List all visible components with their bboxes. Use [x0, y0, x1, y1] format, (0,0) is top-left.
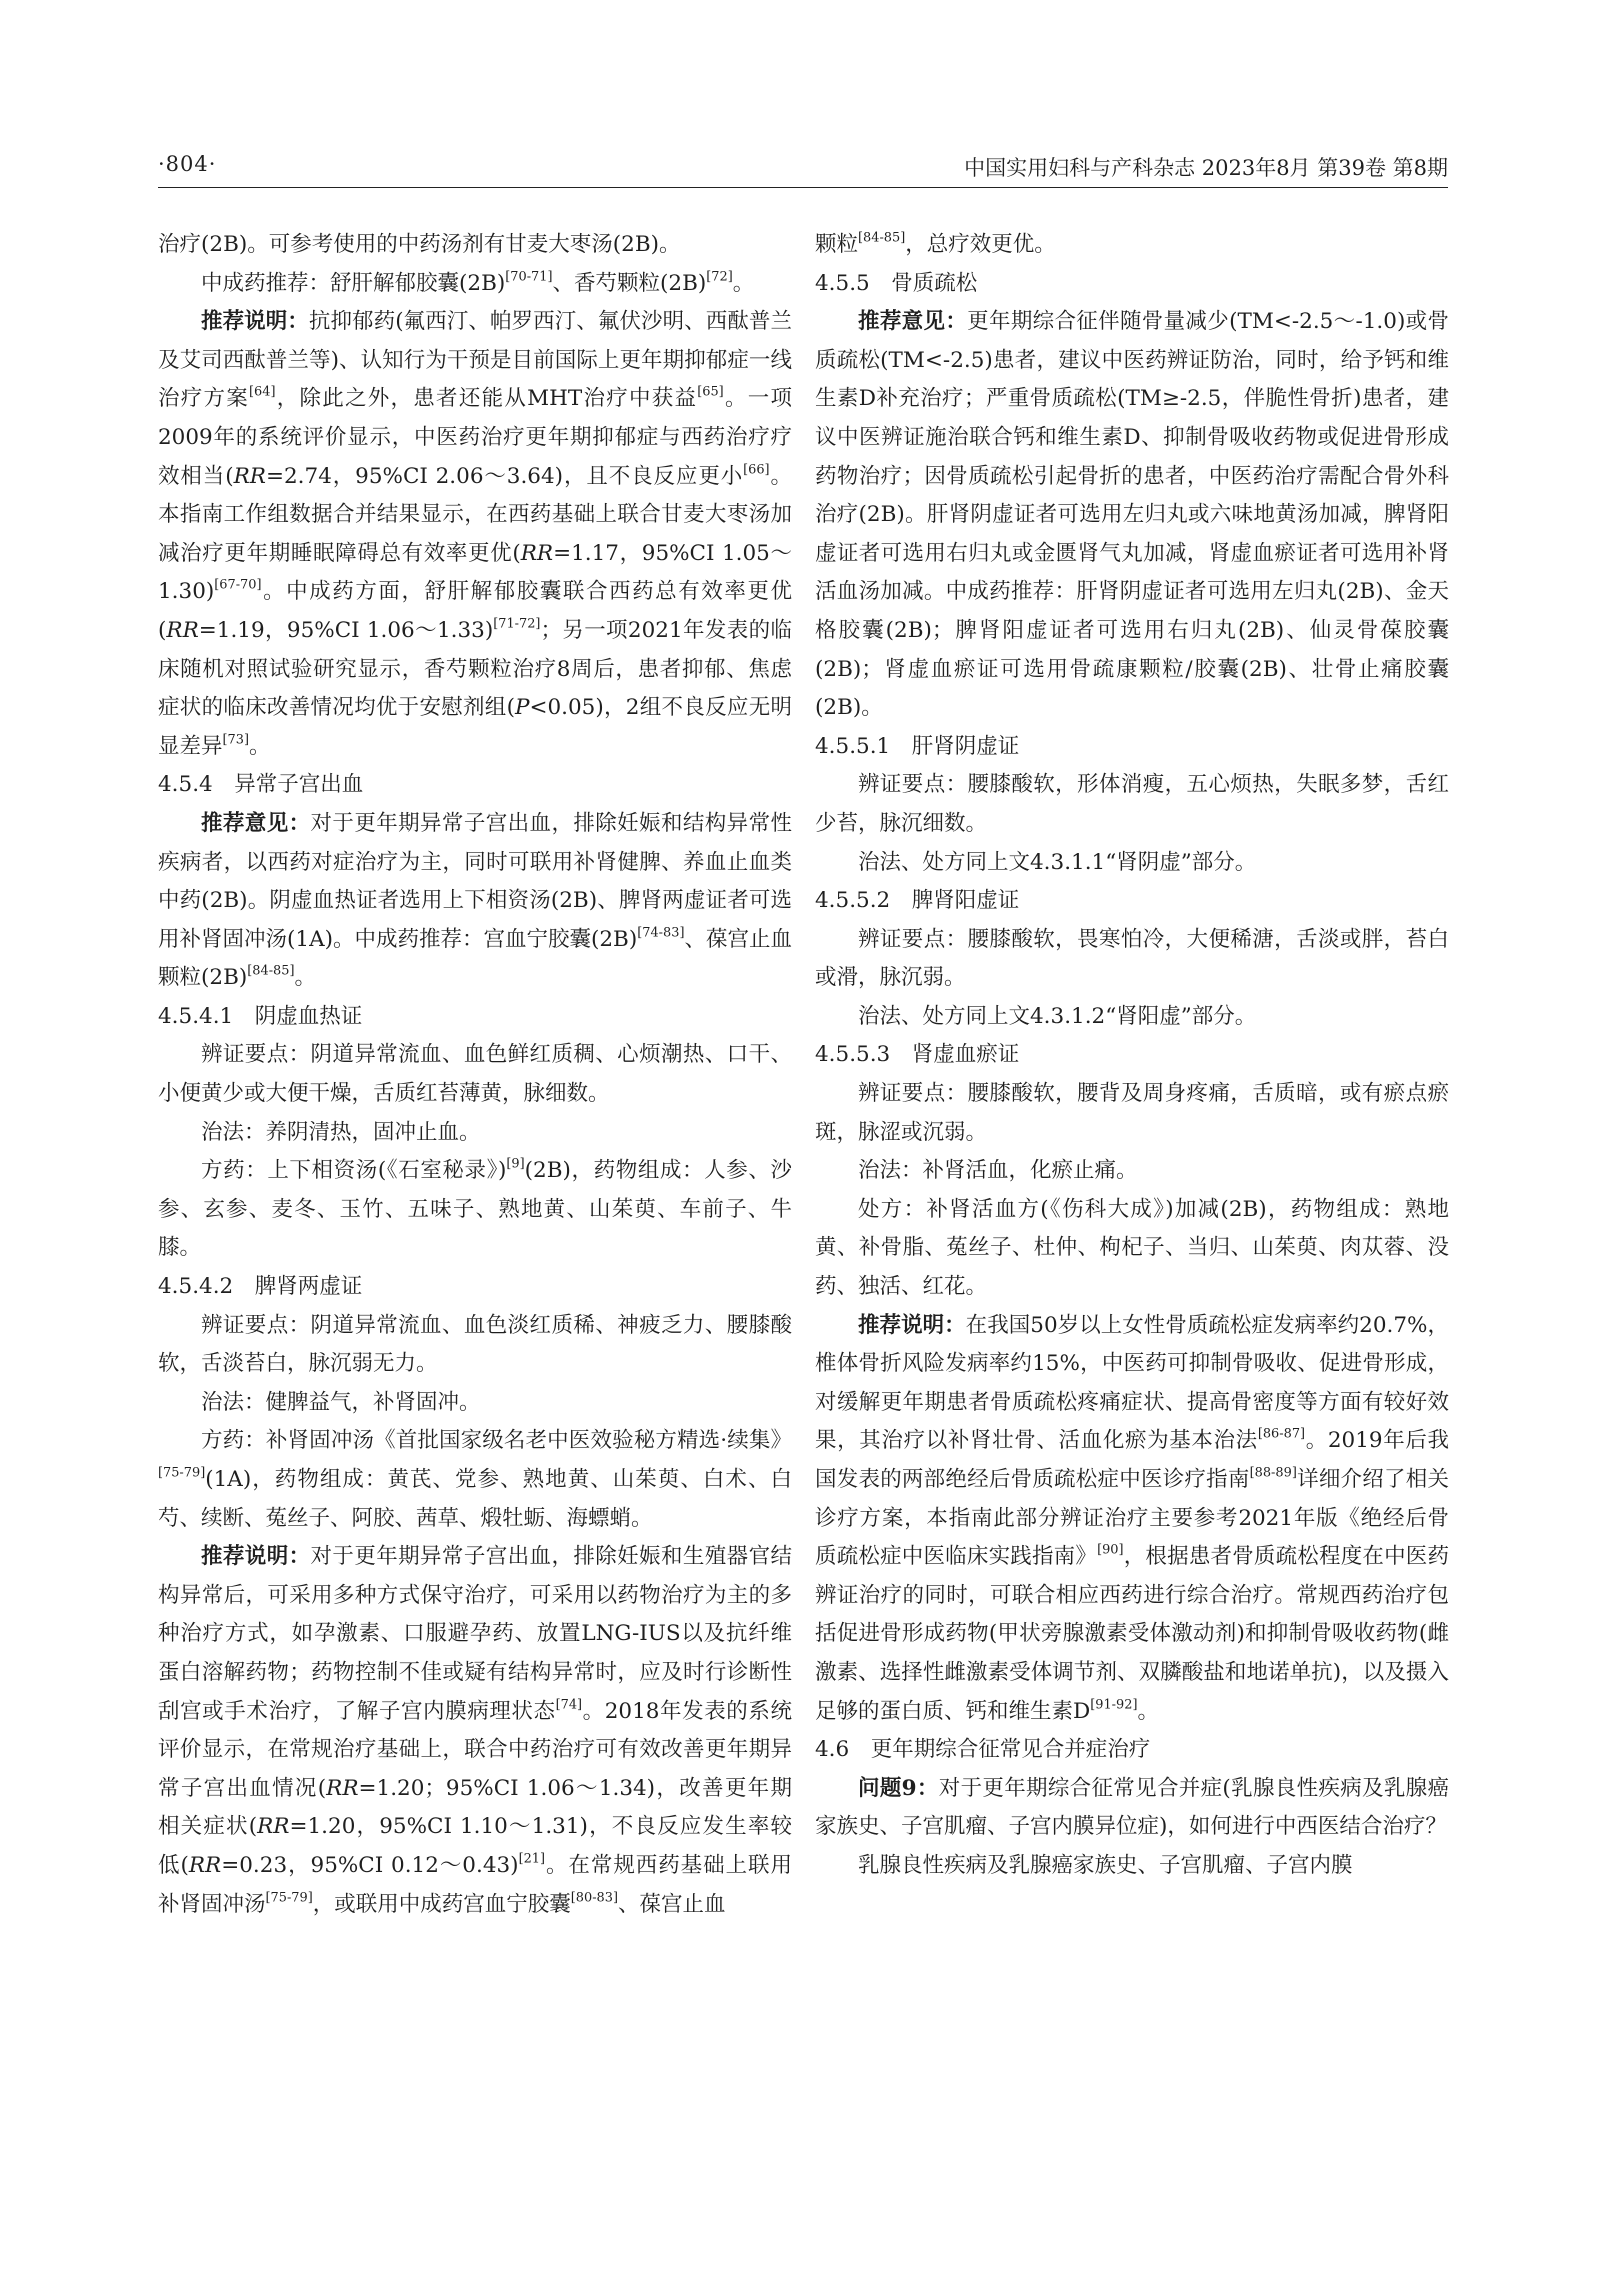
right-column — [815, 226, 1449, 1886]
citation: [74-83] — [637, 925, 685, 941]
journal-header: 中国实用妇科与产科杂志 2023年8月 第39卷 第8期 — [964, 156, 1448, 180]
subsection-heading: 4.5.4.1 阴虚血热证 — [158, 1003, 363, 1029]
citation: [84-85] — [247, 964, 295, 979]
header-rule — [158, 187, 1448, 188]
citation: [66] — [743, 462, 770, 478]
citation: [91-92] — [1090, 1697, 1138, 1713]
paragraph: 推荐说明：对于更年期异常子宫出血，排除妊娠和生殖器官结构异常后，可采用多种方式保守治疗，可采用以药物治疗为主的多种治疗方式，如孕激素、口服避孕药、放置LNG-IUS以及抗纤维蛋白溶解药物；药物控制不佳或疑有结构异常时，应及时行诊断性刮宫或手术治疗，了解子宫内膜病理状态[74]。2018年发表的系统评价显示，在常规治疗基础上，联合中药治疗可有效改善更年期异常子宫出血情况(RR=1.20；95%CI 1.06～1.34)，改善更年期相关症状(RR=1.20，95%CI 1.10～1.31)，不良反应发生率较低(RR=0.23，95%CI 0.12～0.43)[21]。在常规西药基础上联用补肾固冲汤[75-79]，或联用中成药宫血宁胶囊[80-83]、葆宫止血 — [158, 1544, 792, 1917]
paragraph: 乳腺良性疾病及乳腺癌家族史、子宫肌瘤、子宫内膜 — [858, 1852, 1353, 1878]
paragraph: 推荐说明：抗抑郁药(氟西汀、帕罗西汀、氟伏沙明、西酞普兰及艾司西酞普兰等)、认知行为干预是目前国际上更年期抑郁症一线治疗方案[64]，除此之外，患者还能从MHT治疗中获益[65]。一项2009年的系统评价显示，中医药治疗更年期抑郁症与西药治疗疗效相当(RR=2.74，95%CI 2.06～3.64)，且不良反应更小[66]。本指南工作组数据合并结果显示，在西药基础上联合甘麦大枣汤加减治疗更年期睡眠障碍总有效率更优(RR=1.17，95%CI 1.05～1.30)[67-70]。中成药方面，舒肝解郁胶囊联合西药总有效率更优(RR=1.19，95%CI 1.06～1.33)[71-72]；另一项2021年发表的临床随机对照试验研究显示，香芍颗粒治疗8周后，患者抑郁、焦虑症状的临床改善情况均优于安慰剂组(P<0.05)，2组不良反应无明显差异[73]。 — [158, 309, 792, 759]
bold-lead: 推荐说明： — [201, 1544, 311, 1570]
paragraph: 辨证要点：阴道异常流血、血色鲜红质稠、心烦潮热、口干、小便黄少或大便干燥，舌质红苔薄黄，脉细数。 — [158, 1042, 792, 1107]
left-column — [158, 226, 792, 1924]
section-heading: 4.5.4 异常子宫出血 — [158, 772, 364, 798]
paragraph: 中成药推荐：舒肝解郁胶囊(2B)[70-71]、香芍颗粒(2B)[72]。 — [201, 269, 755, 296]
paragraph: 方药：上下相资汤(《石室秘录》)[9](2B)，药物组成：人参、沙参、玄参、麦冬、玉竹、五味子、熟地黄、山茱萸、车前子、牛膝。 — [158, 1156, 792, 1261]
paragraph: 治法：养阴清热，固冲止血。 — [201, 1119, 481, 1145]
bold-lead: 推荐意见： — [858, 309, 968, 335]
citation: [74] — [555, 1697, 583, 1713]
paragraph: 治疗(2B)。可参考使用的中药汤剂有甘麦大枣汤(2B)。 — [158, 232, 681, 257]
citation: [67-70] — [214, 578, 262, 594]
citation: [71-72] — [493, 616, 541, 632]
paragraph: 方药：补肾固冲汤《首批国家级名老中医效验秘方精选·续集》[75-79](1A)，药物组成：黄芪、党参、熟地黄、山茱萸、白术、白芍、续断、菟丝子、阿胶、茜草、煅牡蛎、海螵蛸。 — [158, 1428, 792, 1531]
citation: [80-83] — [570, 1890, 618, 1906]
citation: [73] — [222, 732, 249, 748]
section-heading: 4.5.5 骨质疏松 — [815, 270, 978, 296]
bold-lead: 推荐说明： — [858, 1312, 966, 1338]
subsection-heading: 4.5.5.2 脾肾阳虚证 — [815, 888, 1020, 914]
paragraph: 推荐说明：在我国50岁以上女性骨质疏松症发病率约20.7%，椎体骨折风险发病率约15%，中医药可抑制骨吸收、促进骨形成，对缓解更年期患者骨质疏松疼痛症状、提高骨密度等方面有较好效果，其治疗以补肾壮骨、活血化瘀为基本治法[86-87]。2019年后我国发表的两部绝经后骨质疏松症中医诊疗指南[88-89]详细介绍了相关诊疗方案，本指南此部分辨证治疗主要参考2021年版《绝经后骨质疏松症中医临床实践指南》[90]，根据患者骨质疏松程度在中医药辨证治疗的同时，可联合相应西药进行综合治疗。常规西药治疗包括促进骨形成药物(甲状旁腺激素受体激动剂)和抑制骨吸收药物(雌激素、选择性雌激素受体调节剂、双膦酸盐和地诺单抗)，以及摄入足够的蛋白质、钙和维生素D[91-92]。 — [815, 1312, 1449, 1724]
paragraph: 治法：补肾活血，化瘀止痛。 — [858, 1158, 1138, 1184]
paragraph: 颗粒[84-85]，总疗效更优。 — [815, 230, 1056, 257]
citation: [90] — [1097, 1542, 1124, 1558]
paragraph: 辨证要点：阴道异常流血、血色淡红质稀、神疲乏力、腰膝酸软，舌淡苔白，脉沉弱无力。 — [158, 1312, 792, 1377]
paragraph: 处方：补肾活血方(《伤科大成》)加减(2B)，药物组成：熟地黄、补骨脂、菟丝子、杜仲、枸杞子、当归、山茱萸、肉苁蓉、没药、独活、红花。 — [815, 1196, 1449, 1300]
citation: [72] — [706, 269, 733, 285]
paragraph: 辨证要点：腰膝酸软，腰背及周身疼痛，舌质暗，或有瘀点瘀斑，脉涩或沉弱。 — [815, 1081, 1449, 1145]
citation: [64] — [249, 385, 276, 401]
citation: [75-79] — [158, 1465, 206, 1481]
paragraph: 推荐意见：对于更年期异常子宫出血，排除妊娠和结构异常性疾病者，以西药对症治疗为主，同时可联用补肾健脾、养血止血类中药(2B)。阴虚血热证者选用上下相资汤(2B)、脾肾两虚证者可选用补肾固冲汤(1A)。中成药推荐：宫血宁胶囊(2B)[74-83]、葆宫止血颗粒(2B)[84-85]。 — [158, 810, 792, 991]
citation: [9] — [506, 1156, 525, 1172]
citation: [86-87] — [1257, 1427, 1306, 1443]
bold-lead: 推荐说明： — [201, 309, 309, 335]
subsection-heading: 4.5.5.1 肝肾阴虚证 — [815, 733, 1020, 759]
citation: [84-85] — [858, 230, 906, 246]
paragraph: 问题9：对于更年期综合征常见合并症(乳腺良性疾病及乳腺癌家族史、子宫肌瘤、子宫内膜异位症)，如何进行中西医结合治疗？ — [815, 1775, 1450, 1840]
paragraph: 治法、处方同上文4.3.1.2“肾阳虚”部分。 — [858, 1003, 1257, 1029]
citation: [88-89] — [1249, 1465, 1297, 1481]
paragraph: 辨证要点：腰膝酸软，形体消瘦，五心烦热，失眠多梦，舌红少苔，脉沉细数。 — [815, 772, 1449, 836]
paragraph: 推荐意见：更年期综合征伴随骨量减少(TM<-2.5～-1.0)或骨质疏松(TM<-2.5)患者，建议中医药辨证防治，同时，给予钙和维生素D补充治疗；严重骨质疏松(TM≥-2.5，伴脆性骨折)患者，建议中医辨证施治联合钙和维生素D、抑制骨吸收药物或促进骨形成药物治疗；因骨质疏松引起骨折的患者，中医药治疗需配合骨外科治疗(2B)。肝肾阴虚证者可选用左归丸或六味地黄汤加减，脾肾阳虚证者可选用右归丸或金匮肾气丸加减，肾虚血瘀证者可选用补肾活血汤加减。中成药推荐：肝肾阴虚证者可选用左归丸(2B)、金天格胶囊(2B)；脾肾阳虚证者可选用右归丸(2B)、仙灵骨葆胶囊(2B)；肾虚血瘀证可选用骨疏康颗粒/胶囊(2B)、壮骨止痛胶囊(2B)。 — [815, 309, 1449, 721]
subsection-heading: 4.5.5.3 肾虚血瘀证 — [815, 1042, 1020, 1068]
paragraph: 治法：健脾益气，补肾固冲。 — [201, 1389, 481, 1415]
section-heading: 4.6 更年期综合征常见合并症治疗 — [815, 1737, 1151, 1763]
citation: [70-71] — [505, 269, 553, 285]
page-number: ·804· — [158, 152, 217, 176]
citation: [21] — [518, 1851, 546, 1867]
bold-lead: 推荐意见： — [201, 810, 311, 836]
paragraph: 辨证要点：腰膝酸软，畏寒怕冷，大便稀溏，舌淡或胖，苔白或滑，脉沉弱。 — [815, 926, 1449, 991]
citation: [75-79] — [265, 1890, 313, 1906]
paragraph: 治法、处方同上文4.3.1.1“肾阴虚”部分。 — [858, 849, 1257, 875]
subsection-heading: 4.5.4.2 脾肾两虚证 — [158, 1274, 363, 1300]
citation: [65] — [697, 385, 724, 401]
bold-lead: 问题9： — [858, 1775, 939, 1801]
